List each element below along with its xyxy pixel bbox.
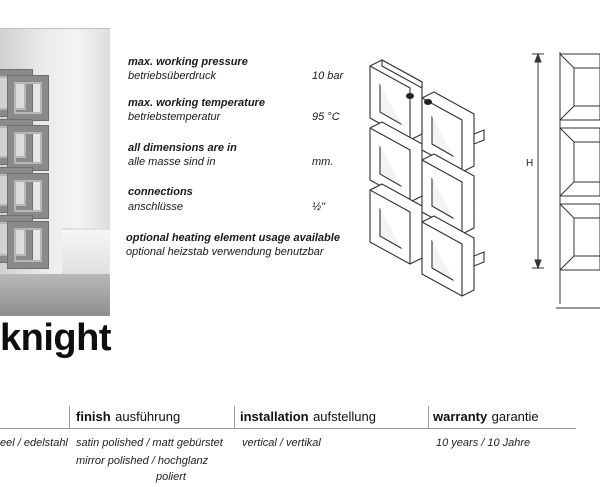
spec-pressure-de: betriebsüberdruck (128, 70, 217, 82)
spec-connections-en: connections (128, 186, 193, 198)
cell-installation: vertical / vertikal (242, 437, 321, 449)
spec-pressure-value: 10 bar (312, 70, 344, 82)
spec-temperature-de: betriebstemperatur (128, 111, 221, 123)
height-dimension-label: H (526, 158, 534, 169)
header-installation: installation aufstellung (240, 409, 376, 424)
spec-dimensions-de: alle masse sind in (128, 156, 216, 168)
cell-warranty: 10 years / 10 Jahre (436, 437, 531, 449)
cell-finish-3: poliert (156, 471, 186, 483)
spec-temperature-en: max. working temperature (128, 97, 265, 109)
product-name: knight (0, 317, 111, 359)
spec-heating-de: optional heizstab verwendung benutzbar (126, 246, 324, 258)
cell-finish-1: satin polished / matt gebürstet (76, 437, 223, 449)
column-divider (428, 406, 429, 428)
header-finish: finish ausführung (76, 409, 181, 424)
spec-connections-value: ½" (312, 201, 326, 213)
spec-temperature-value: 95 °C (312, 111, 340, 123)
header-warranty: warranty garantie (433, 409, 539, 424)
spec-pressure-en: max. working pressure (128, 56, 248, 68)
spec-connections-de: anschlüsse (128, 201, 184, 213)
cell-finish-2: mirror polished / hochglanz (76, 455, 209, 467)
spec-dimensions-en: all dimensions are in (128, 142, 237, 154)
spec-heating-en: optional heating element usage available (126, 232, 340, 244)
column-divider (69, 406, 70, 428)
isometric-drawing (362, 58, 502, 302)
cell-material: eel / edelstahl (0, 437, 68, 449)
column-divider (234, 406, 235, 428)
table-divider (0, 428, 576, 429)
spec-dimensions-value: mm. (312, 156, 334, 168)
front-elevation-drawing (526, 48, 600, 318)
product-photo (0, 28, 110, 316)
